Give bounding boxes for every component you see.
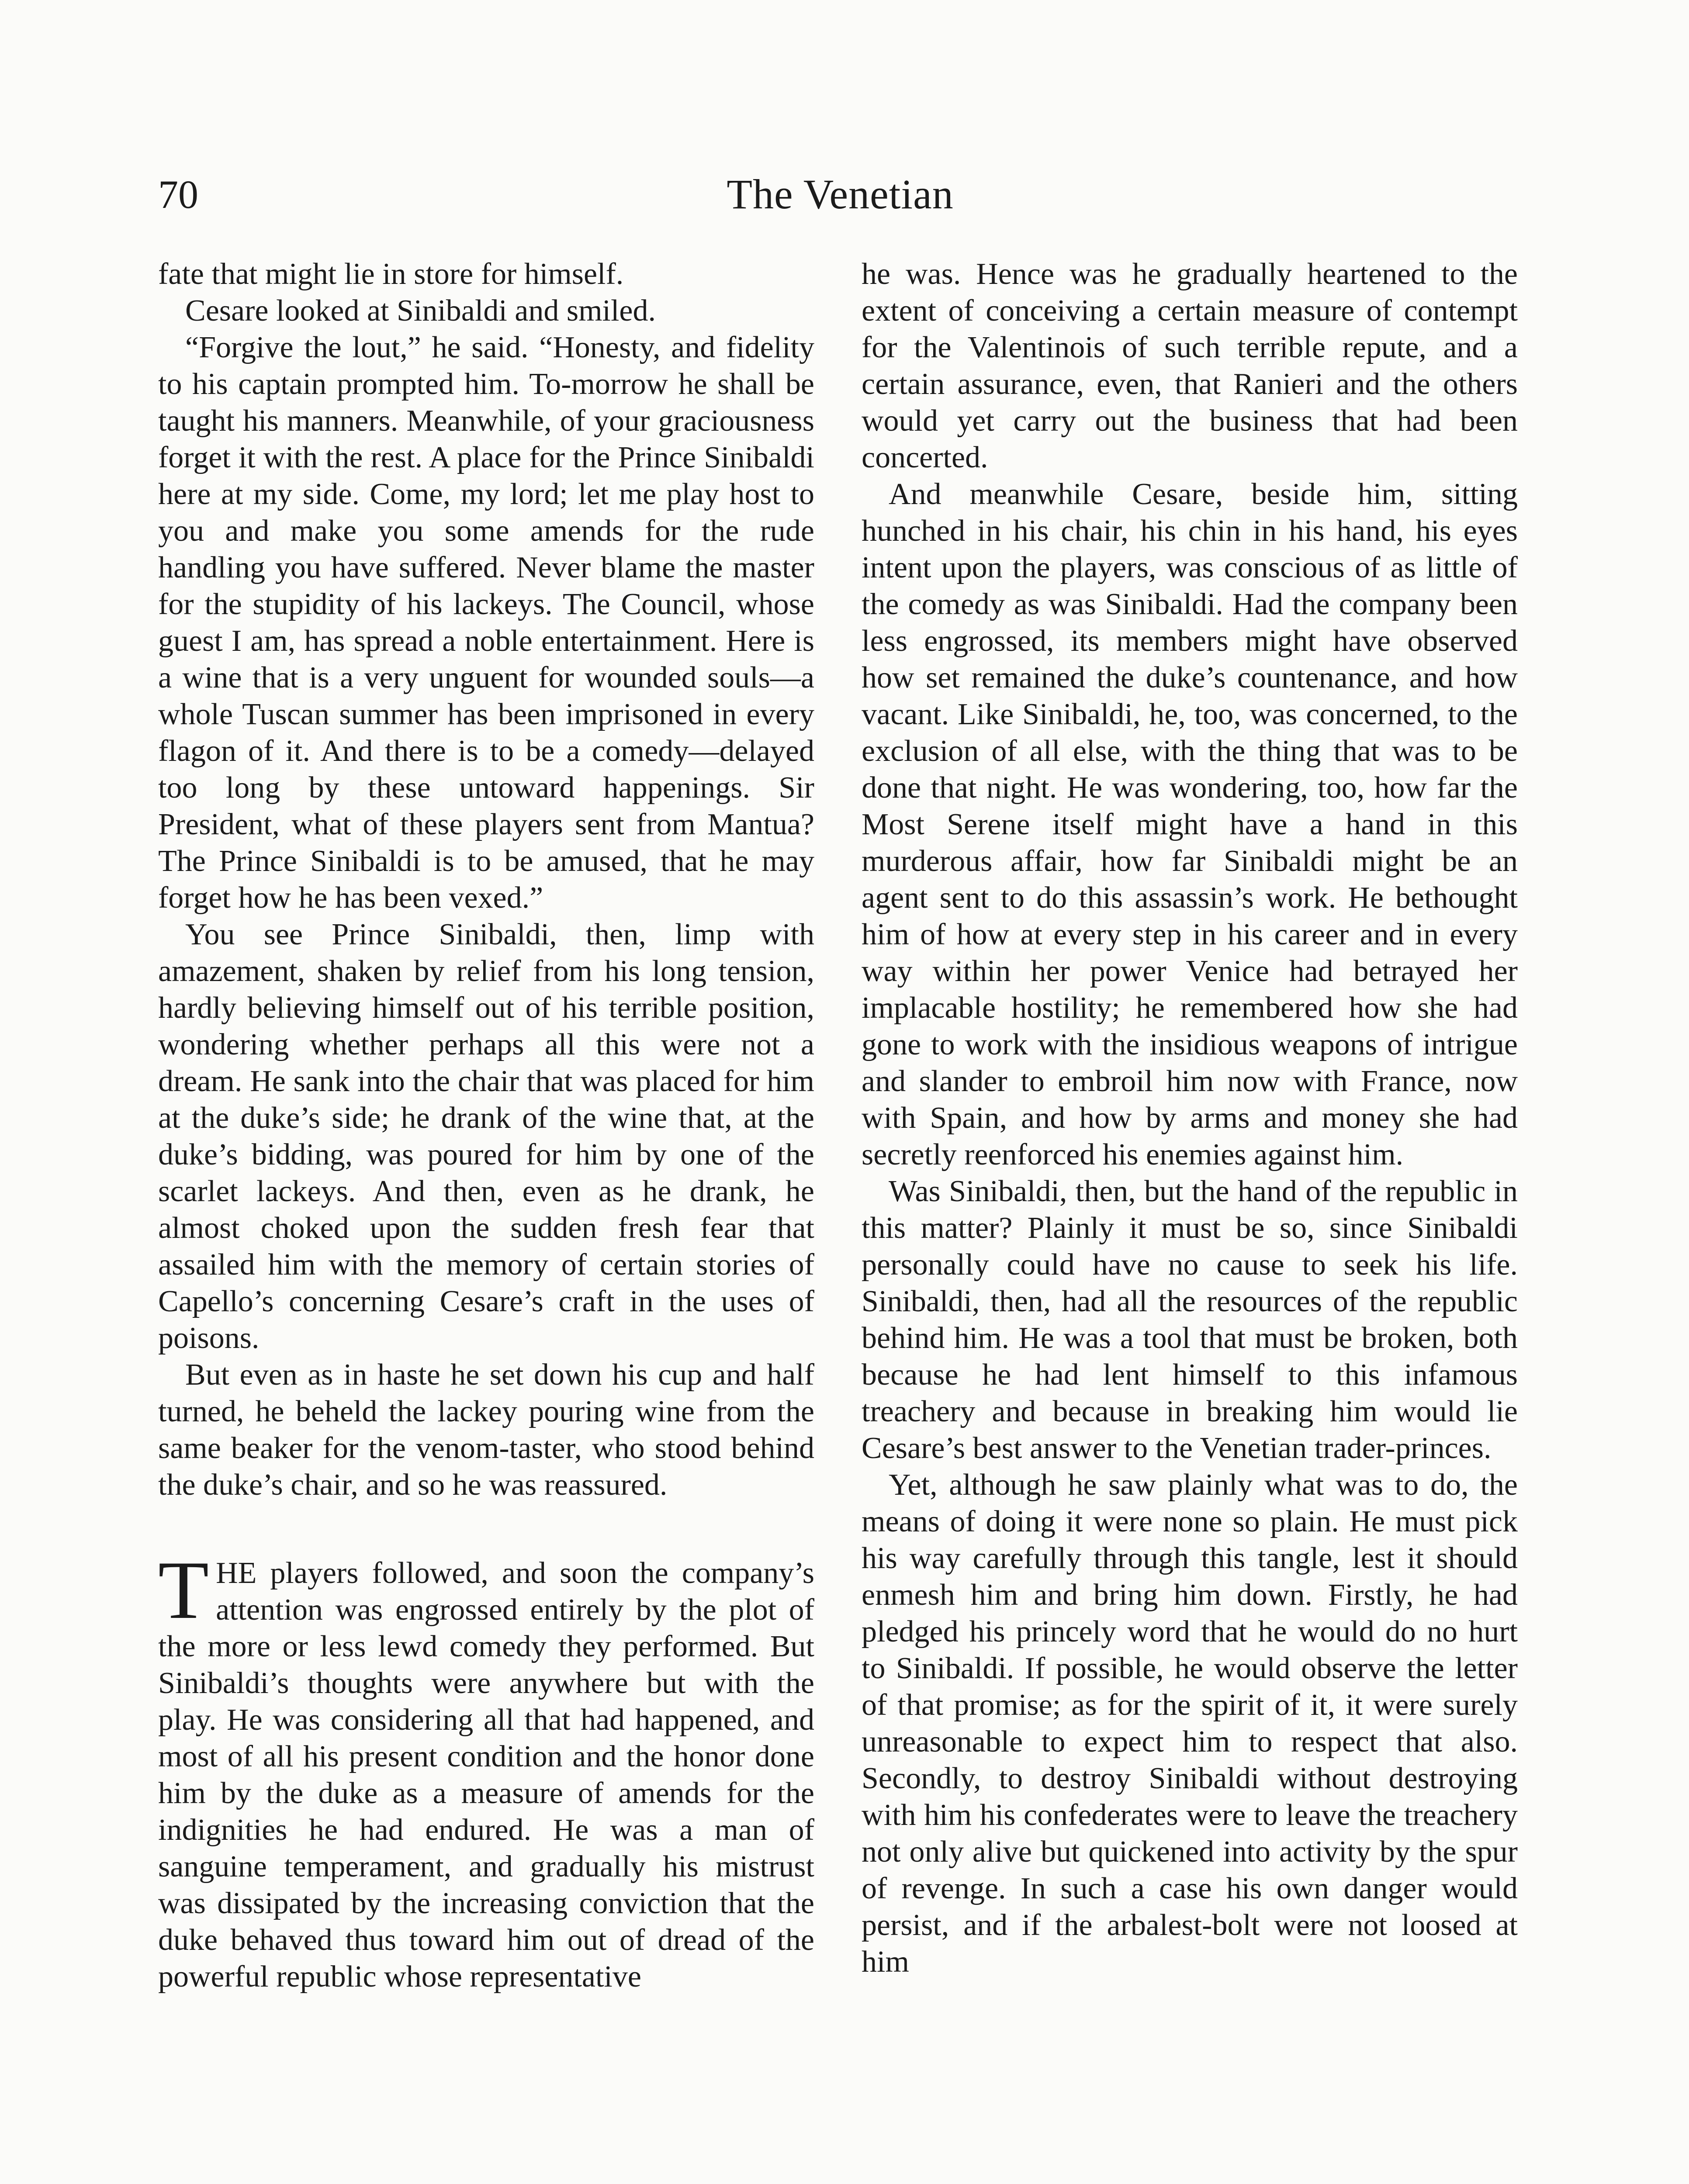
page-header	[158, 162, 1522, 227]
paragraph: Yet, although he saw plainly what was to do, the means of doing it were none so plain. He must pick his way carefully through this tangle, lest it should enmesh him and bring him down. Firstly, he had pledged his princely word that he would do no hurt to Sinibaldi. If possible, he would observe the letter of that promise; as for the spirit of it, it were surely unreasonable to expect him to respect that also. Secondly, to destroy Sinibaldi without destroying with him his confederates were to leave the treachery not only alive but quickened into activity by the spur of revenge. In such a case his own danger would persist, and if the arbalest-bolt were not loosed at him	[862, 1468, 1518, 1979]
paragraph: But even as in haste he set down his cup and half turned, he beheld the lackey pouring wine from the same beaker for the venom-taster, who stood behind the duke’s chair, and so he was reassured.	[158, 1358, 814, 1502]
paragraph: he was. Hence was he gradually heartened to the extent of conceiving a certain measure of contempt for the Valentinois of such terrible repute, and a certain assurance, even, that Ranieri and the others would yet carry out the business that had been concerted.	[862, 257, 1518, 474]
page-number: 70	[158, 172, 198, 217]
drop-cap: T	[158, 1545, 209, 1636]
right-column	[862, 256, 1518, 2184]
paragraph: Cesare looked at Sinibaldi and smiled.	[185, 294, 656, 328]
paragraph: fate that might lie in store for himself.	[158, 257, 624, 291]
section-text: HE players followed, and soon the company’s attention was engrossed entirely by the plot of the more or less lewd comedy they performed. But Sinibaldi’s thoughts were anywhere but with the play. He was considering all that had happened, and most of all his present condition and the honor done him by the duke as a measure of amends for the indignities he had endured. He was a man of sanguine temperament, and gradually his mistrust was dissipated by the increasing conviction that the duke behaved thus toward him out of dread of the powerful republic whose representative	[158, 1556, 814, 1994]
left-column	[158, 256, 814, 2184]
section-paragraph	[158, 1545, 814, 1995]
paragraph: And meanwhile Cesare, beside him, sitting hunched in his chair, his chin in his hand, his eyes intent upon the players, was conscious of as little of the comedy as was Sinibaldi. Had the company been less engrossed, its members might have observed how set remained the duke’s countenance, and how vacant. Like Sinibaldi, he, too, was concerned, to the exclusion of all else, with the thing that was to be done that night. He was wondering, too, how far the Most Serene itself might have a hand in this murderous affair, how far Sinibaldi might be an agent sent to do this assassin’s work. He bethought him of how at every step in his career and in every way within her power Venice had betrayed her implacable hostility; he remembered how she had gone to work with the insidious weapons of intrigue and slander to embroil him now with France, now with Spain, and how by arms and money she had secretly reenforced his enemies against him.	[862, 477, 1518, 1171]
paragraph: “Forgive the lout,” he said. “Honesty, and fidelity to his captain prompted him. To-morrow he shall be taught his manners. Meanwhile, of your graciousness forget it with the rest. A place for the Prince Sinibaldi here at my side. Come, my lord; let me play host to you and make you some amends for the rude handling you have suffered. Never blame the master for the stupidity of his lackeys. The Council, whose guest I am, has spread a noble entertainment. Here is a wine that is a very unguent for wounded souls—a whole Tuscan summer has been imprisoned in every flagon of it. And there is to be a comedy—delayed too long by these untoward happenings. Sir President, what of these players sent from Mantua? The Prince Sinibaldi is to be amused, that he may forget how he has been vexed.”	[158, 331, 814, 915]
paragraph: Was Sinibaldi, then, but the hand of the republic in this matter? Plainly it must be so, since Sinibaldi personally could have no cause to seek his life. Sinibaldi, then, had all the resources of the republic behind him. He was a tool that must be broken, both because he had lent himself to this infamous treachery and because in breaking him would lie Cesare’s best answer to the Venetian trader-princes.	[862, 1175, 1518, 1465]
running-title: The Venetian	[727, 171, 954, 218]
paragraph: You see Prince Sinibaldi, then, limp with amazement, shaken by relief from his long tension, hardly believing himself out of his terrible position, wondering whether perhaps all this were not a dream. He sank into the chair that was placed for him at the duke’s side; he drank of the wine that, at the duke’s bidding, was poured for him by one of the scarlet lackeys. And then, even as he drank, he almost choked upon the sudden fresh fear that assailed him with the memory of certain stories of Capello’s concerning Cesare’s craft in the uses of poisons.	[158, 918, 814, 1355]
